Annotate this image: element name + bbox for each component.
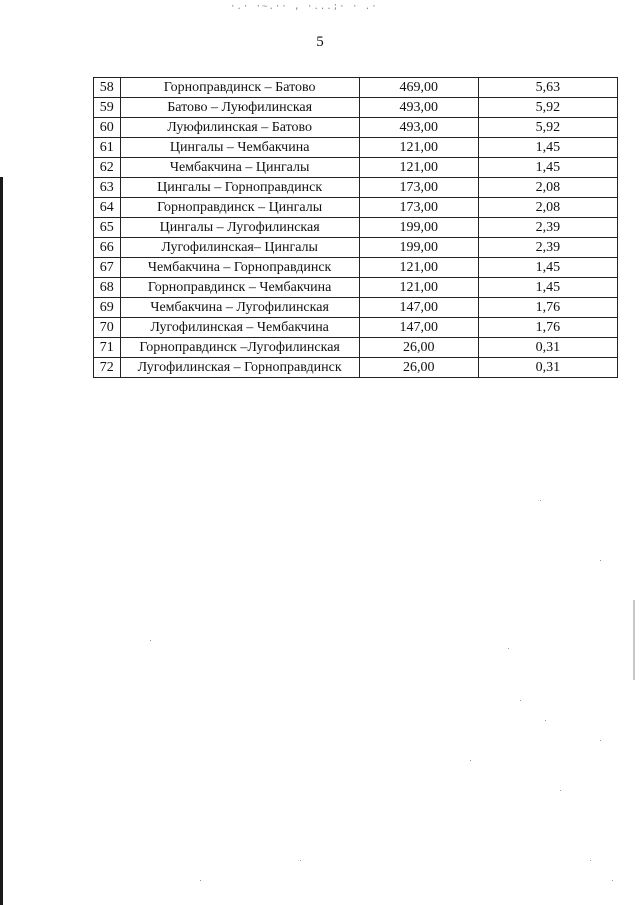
value-cell: 1,76 bbox=[478, 298, 617, 318]
distance-cell: 493,00 bbox=[359, 118, 478, 138]
scan-speck bbox=[150, 640, 151, 641]
distance-cell: 173,00 bbox=[359, 198, 478, 218]
value-cell: 2,39 bbox=[478, 218, 617, 238]
scan-speck bbox=[600, 560, 601, 561]
distance-cell: 121,00 bbox=[359, 278, 478, 298]
table-row bbox=[94, 118, 618, 138]
value-cell: 1,45 bbox=[478, 138, 617, 158]
route-cell: Луюфилинская – Батово bbox=[120, 118, 359, 138]
page-number: 5 bbox=[316, 34, 324, 50]
table-row bbox=[94, 138, 618, 158]
table-row bbox=[94, 178, 618, 198]
table-row bbox=[94, 218, 618, 238]
scan-edge-shadow bbox=[0, 177, 3, 905]
row-number-cell: 58 bbox=[94, 78, 121, 98]
row-number-cell: 67 bbox=[94, 258, 121, 278]
scan-edge-mark bbox=[633, 600, 635, 680]
route-cell: Батово – Луюфилинская bbox=[120, 98, 359, 118]
value-cell: 1,45 bbox=[478, 258, 617, 278]
row-number-cell: 70 bbox=[94, 318, 121, 338]
row-number-cell: 60 bbox=[94, 118, 121, 138]
route-cell: Лугофилинская– Цингалы bbox=[120, 238, 359, 258]
route-cell: Цингалы – Лугофилинская bbox=[120, 218, 359, 238]
value-cell: 5,63 bbox=[478, 78, 617, 98]
distance-cell: 199,00 bbox=[359, 218, 478, 238]
value-cell: 2,08 bbox=[478, 198, 617, 218]
row-number-cell: 64 bbox=[94, 198, 121, 218]
scan-speck bbox=[508, 648, 509, 649]
distance-cell: 26,00 bbox=[359, 358, 478, 378]
scan-speck bbox=[300, 860, 301, 861]
table-row bbox=[94, 198, 618, 218]
table-row bbox=[94, 98, 618, 118]
route-cell: Лугофилинская – Горноправдинск bbox=[120, 358, 359, 378]
value-cell: 0,31 bbox=[478, 338, 617, 358]
scan-speck bbox=[612, 880, 613, 881]
distance-cell: 493,00 bbox=[359, 98, 478, 118]
value-cell: 0,31 bbox=[478, 358, 617, 378]
distance-cell: 26,00 bbox=[359, 338, 478, 358]
value-cell: 1,76 bbox=[478, 318, 617, 338]
row-number-cell: 61 bbox=[94, 138, 121, 158]
scan-speck bbox=[200, 880, 201, 881]
scan-speck bbox=[540, 500, 541, 501]
distance-cell: 469,00 bbox=[359, 78, 478, 98]
table-row bbox=[94, 78, 618, 98]
scan-speck bbox=[600, 740, 601, 741]
routes-table-body bbox=[94, 78, 618, 378]
scan-speck bbox=[470, 760, 471, 761]
distance-cell: 199,00 bbox=[359, 238, 478, 258]
distance-cell: 121,00 bbox=[359, 158, 478, 178]
distance-cell: 147,00 bbox=[359, 298, 478, 318]
route-cell: Чембакчина – Цингалы bbox=[120, 158, 359, 178]
route-cell: Лугофилинская – Чембакчина bbox=[120, 318, 359, 338]
value-cell: 1,45 bbox=[478, 278, 617, 298]
distance-cell: 173,00 bbox=[359, 178, 478, 198]
route-cell: Горноправдинск –Лугофилинская bbox=[120, 338, 359, 358]
distance-cell: 147,00 bbox=[359, 318, 478, 338]
row-number-cell: 65 bbox=[94, 218, 121, 238]
distance-cell: 121,00 bbox=[359, 138, 478, 158]
scan-artifact: ·.· ·~.·· , ·...;· · .· bbox=[230, 2, 378, 12]
row-number-cell: 68 bbox=[94, 278, 121, 298]
scan-speck bbox=[560, 790, 561, 791]
route-cell: Горноправдинск – Батово bbox=[120, 78, 359, 98]
table-row bbox=[94, 238, 618, 258]
value-cell: 5,92 bbox=[478, 98, 617, 118]
route-cell: Цингалы – Горноправдинск bbox=[120, 178, 359, 198]
row-number-cell: 62 bbox=[94, 158, 121, 178]
route-cell: Чембакчина – Лугофилинская bbox=[120, 298, 359, 318]
route-cell: Горноправдинск – Цингалы bbox=[120, 198, 359, 218]
scan-speck bbox=[590, 860, 591, 861]
route-cell: Чембакчина – Горноправдинск bbox=[120, 258, 359, 278]
row-number-cell: 59 bbox=[94, 98, 121, 118]
distance-cell: 121,00 bbox=[359, 258, 478, 278]
table-row bbox=[94, 298, 618, 318]
row-number-cell: 66 bbox=[94, 238, 121, 258]
row-number-cell: 72 bbox=[94, 358, 121, 378]
table-row bbox=[94, 318, 618, 338]
scan-speck bbox=[545, 720, 546, 721]
table-row bbox=[94, 358, 618, 378]
routes-table bbox=[93, 77, 618, 378]
route-cell: Цингалы – Чембакчина bbox=[120, 138, 359, 158]
value-cell: 2,08 bbox=[478, 178, 617, 198]
row-number-cell: 69 bbox=[94, 298, 121, 318]
table-row bbox=[94, 278, 618, 298]
table-row bbox=[94, 338, 618, 358]
table-row bbox=[94, 158, 618, 178]
row-number-cell: 63 bbox=[94, 178, 121, 198]
table-row bbox=[94, 258, 618, 278]
row-number-cell: 71 bbox=[94, 338, 121, 358]
value-cell: 1,45 bbox=[478, 158, 617, 178]
value-cell: 5,92 bbox=[478, 118, 617, 138]
route-cell: Горноправдинск – Чембакчина bbox=[120, 278, 359, 298]
value-cell: 2,39 bbox=[478, 238, 617, 258]
scan-speck bbox=[520, 700, 521, 701]
